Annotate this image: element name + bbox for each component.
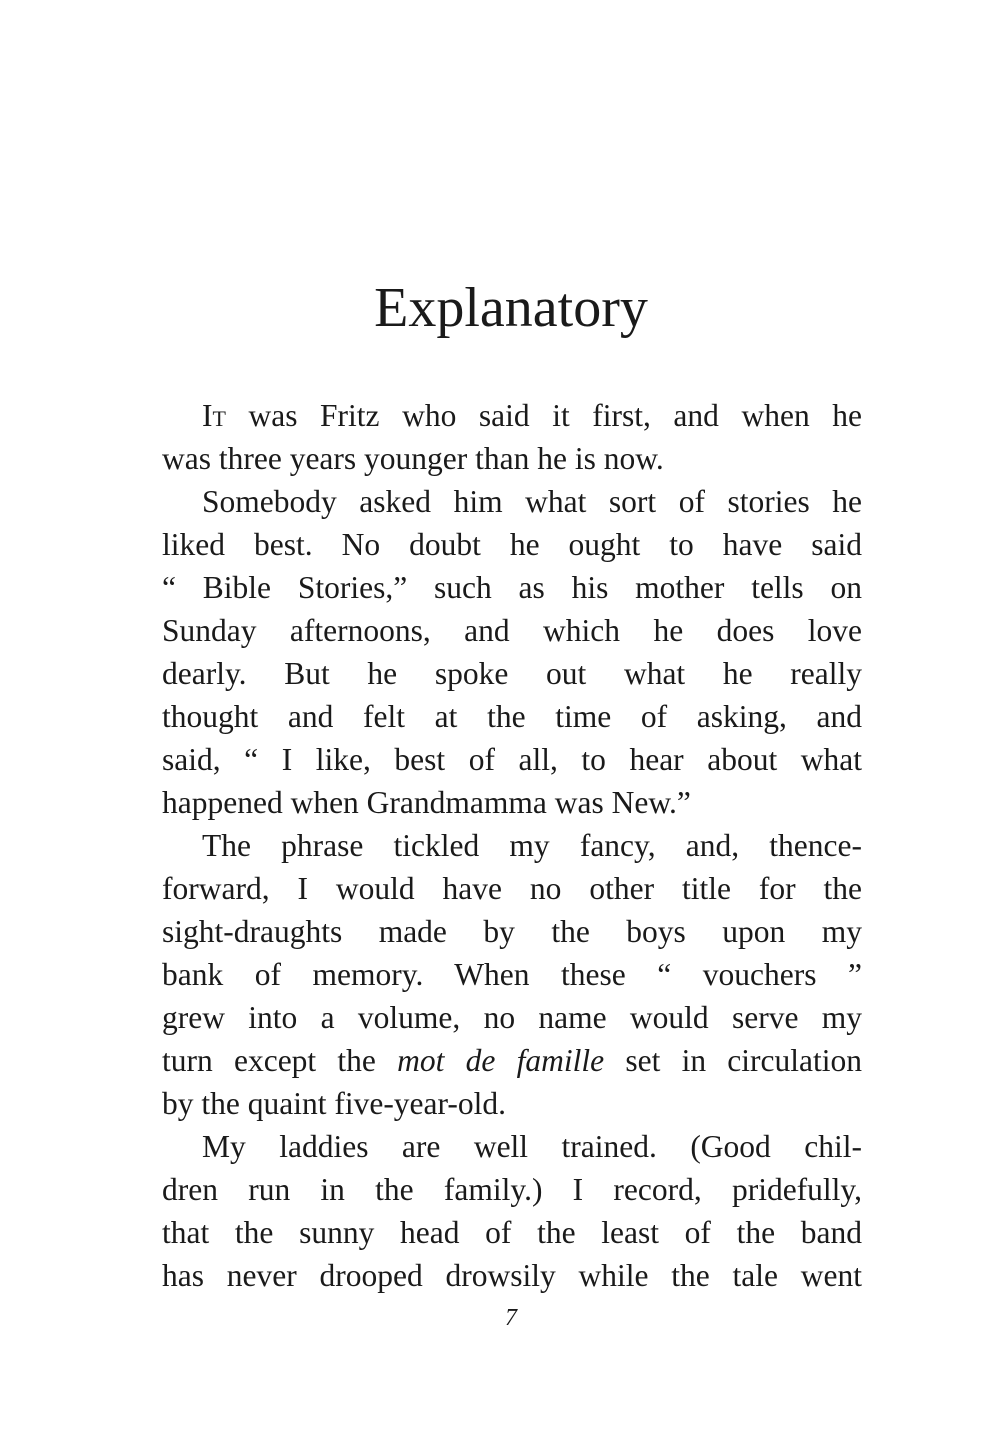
text-run: turn except the — [162, 1043, 398, 1078]
paragraph-4-line-4: has never drooped drowsily while the tale went — [162, 1258, 862, 1293]
paragraph-2-line-6: thought and felt at the time of asking, and — [162, 699, 862, 734]
paragraph-4-line-3: that the sunny head of the least of the band — [162, 1215, 862, 1250]
paragraph-4-line-1: My laddies are well trained. (Good chil- — [202, 1129, 862, 1164]
body-text — [162, 394, 862, 1297]
paragraph-1-line-1 — [162, 394, 862, 437]
italic-phrase: mot de famille — [397, 1043, 605, 1078]
paragraph-1-line-2: was three years younger than he is now. — [162, 441, 664, 476]
text-run: set in circulation — [604, 1043, 862, 1078]
paragraph-2-line-4: Sunday afternoons, and which he does love — [162, 613, 862, 648]
chapter-title: Explanatory — [374, 277, 648, 339]
paragraph-2-line-7: said, “ I like, best of all, to hear about what — [162, 742, 862, 777]
paragraph-4-line-2: dren run in the family.) I record, pridefully, — [162, 1172, 862, 1207]
paragraph-3-line-7: by the quaint five-year-old. — [162, 1086, 506, 1121]
paragraph-3-line-4: bank of memory. When these “ vouchers ” — [162, 957, 862, 992]
paragraph-2-line-3: “ Bible Stories,” such as his mother tells on — [162, 570, 862, 605]
paragraph-2-line-1: Somebody asked him what sort of stories he — [202, 484, 862, 519]
page-number: 7 — [505, 1305, 517, 1331]
paragraph-3-line-1: The phrase tickled my fancy, and, thence- — [202, 828, 862, 863]
paragraph-2-line-2: liked best. No doubt he ought to have said — [162, 527, 862, 562]
text-run: was Fritz who said it first, and when he — [225, 398, 862, 433]
paragraph-3-line-2: forward, I would have no other title for the — [162, 871, 862, 906]
paragraph-3-line-5: grew into a volume, no name would serve my — [162, 1000, 862, 1035]
paragraph-3-line-6 — [162, 1039, 862, 1082]
opening-small-caps: It — [202, 398, 226, 433]
paragraph-2-line-5: dearly. But he spoke out what he really — [162, 656, 862, 691]
paragraph-3-line-3: sight-draughts made by the boys upon my — [162, 914, 862, 949]
paragraph-2-line-8: happened when Grandmamma was New.” — [162, 785, 691, 820]
